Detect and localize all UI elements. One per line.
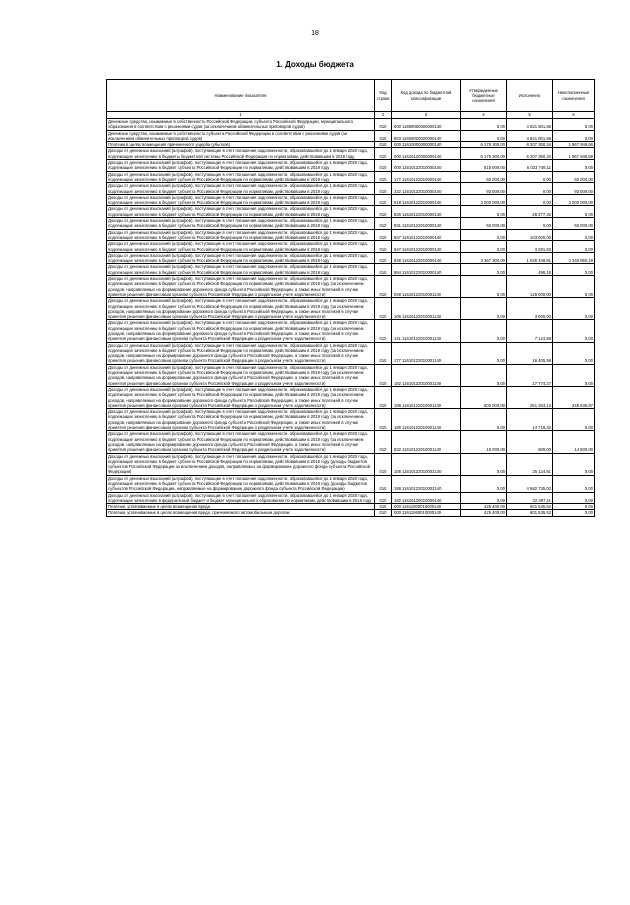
row-line-code: 010: [375, 194, 392, 206]
row-line-code: 010: [375, 386, 392, 408]
row-executed: 17 774,27: [507, 364, 553, 386]
table-header-row: [107, 80, 595, 112]
row-executed: 0,00: [507, 171, 553, 183]
row-budget-code: 188 11610122010002140: [392, 475, 461, 492]
row-approved: 6 175 300,00: [461, 148, 507, 160]
revenue-table: [106, 79, 595, 517]
row-executed: 6 207 350,34: [507, 142, 553, 148]
row-remaining: 0,00: [553, 409, 595, 431]
row-line-code: 010: [375, 504, 392, 510]
header-code-budget: Код дохода по бюджетной классификации: [392, 80, 461, 112]
row-budget-code: 832 11610122010001140: [392, 431, 461, 453]
table-row: [107, 431, 595, 453]
row-budget-code: 864 11610122010000140: [392, 264, 461, 276]
row-remaining: 348 636,87: [553, 386, 595, 408]
table-row: [107, 183, 595, 195]
row-line-code: 010: [375, 409, 392, 431]
row-name: Доходы от денежных взысканий (штрафов), поступающие в счет погашения задолженности, образовавшейся до 1 января 2020 года, подлежащие зачислению в бюджеты бюджетной системы Российской Федерации по нормативам, действовавшим в 2019 году: [107, 148, 375, 160]
row-approved: 15 000,00: [461, 431, 507, 453]
row-name: Доходы от денежных взысканий (штрафов), поступающие в счет погашения задолженности, образовавшейся до 1 января 2020 года, подлежащие зачислению в федеральный бюджет и бюджет муниципального образования по нормативам, действовавшим в 2019 году: [107, 492, 375, 504]
column-number: 5: [507, 112, 553, 119]
row-approved: 0,00: [461, 241, 507, 253]
table-row: [107, 229, 595, 241]
row-name: Платежи, уплачиваемые в целях возмещения вреда, причиняемого автомобильным дорогам: [107, 510, 375, 516]
row-budget-code: 182 11610129010000140: [392, 492, 461, 504]
row-budget-code: 826 11610122010000140: [392, 206, 461, 218]
row-name: Доходы от денежных взысканий (штрафов), поступающие в счет погашения задолженности, образовавшейся до 1 января 2020 года, подлежащие зачислению в бюджет субъекта Российской Федерации по нормативам, действовавшим в 2019 году: [107, 194, 375, 206]
row-name: Доходы от денежных взысканий (штрафов), поступающие в счет погашения задолженности, образовавшейся до 1 января 2020 года, подлежащие зачислению в бюджет субъекта Российской Федерации по нормативам, действовавшим в 2019 году (за исключением доходов, направляемых на формирование дорожного фонда субъекта Российской Федерации, а также иных платежей в случае принятия решения финансовым органом субъекта Российской Федерации о раздельном учете задолженности): [107, 298, 375, 320]
row-line-code: 010: [375, 453, 392, 475]
row-budget-code: 177 11610122010001140: [392, 342, 461, 364]
table-row: [107, 409, 595, 431]
row-remaining: 0,00: [553, 504, 595, 510]
table-row: [107, 148, 595, 160]
row-approved: 0,00: [461, 492, 507, 504]
header-remaining: Неисполненные назначения: [553, 80, 595, 112]
row-approved: 0,00: [461, 298, 507, 320]
row-executed: 0,00: [507, 218, 553, 230]
row-approved: 615 000,00: [461, 160, 507, 172]
row-remaining: 0,00: [553, 342, 595, 364]
row-name: Доходы от денежных взысканий (штрафов), поступающие в счет погашения задолженности, образовавшейся до 1 января 2020 года, подлежащие зачислению в бюджет субъекта Российской Федерации по нормативам, действовавшим в 2019 году (за исключением доходов, направляемых на формирование дорожного фонда субъекта Российской Федерации, а также иных платежей в случае принятия решения финансовым органом субъекта Российской Федерации о раздельном учете задолженности): [107, 342, 375, 364]
table-row: [107, 119, 595, 131]
row-line-code: 010: [375, 252, 392, 264]
row-budget-code: 177 11610122010000140: [392, 171, 461, 183]
row-line-code: 010: [375, 510, 392, 516]
row-name: Доходы от денежных взысканий (штрафов), поступающие в счет погашения задолженности, образовавшейся до 1 января 2020 года, подлежащие зачислению в бюджет субъекта Российской Федерации по нормативам, действовавшим в 2019 году (за исключением доходов, направляемых на формирование дорожного фонда субъекта Российской Федерации, а также иных платежей в случае принятия решения финансовым органом субъекта Российской Федерации о раздельном учете задолженности): [107, 431, 375, 453]
row-line-code: 010: [375, 241, 392, 253]
table-row: [107, 386, 595, 408]
row-approved: 425 400,00: [461, 504, 507, 510]
row-budget-code: 000 11611000010000140: [392, 504, 461, 510]
row-executed: 0,00: [507, 183, 553, 195]
row-line-code: 010: [375, 492, 392, 504]
table-row: [107, 160, 595, 172]
table-row: [107, 252, 595, 264]
header-code-line: Код строки: [375, 80, 392, 112]
row-approved: 0,00: [461, 364, 507, 386]
table-row: [107, 264, 595, 276]
row-line-code: 010: [375, 183, 392, 195]
table-row: [107, 171, 595, 183]
row-budget-code: 000 11610120000000140: [392, 148, 461, 160]
row-name: Доходы от денежных взысканий (штрафов), поступающие в счет погашения задолженности, образовавшейся до 1 января 2020 года, подлежащие зачислению в бюджет субъекта Российской Федерации по нормативам, действовавшим в 2019 году: [107, 264, 375, 276]
table-row: [107, 241, 595, 253]
row-name: Денежные средства, изымаемые в собственность Российской Федерации, субъекта Российской Федерации, муниципального образования в соответствии с решениями судов (за исключением обвинительных приговоров судов): [107, 119, 375, 131]
row-approved: 0,00: [461, 264, 507, 276]
header-executed: Исполнено: [507, 80, 553, 112]
header-name: Наименование показателя: [107, 80, 375, 112]
row-executed: 601 535,52: [507, 504, 553, 510]
row-remaining: 1 967 949,66: [553, 148, 595, 160]
row-approved: 0,00: [461, 320, 507, 342]
row-remaining: 3 340 850,19: [553, 252, 595, 264]
row-line-code: 010: [375, 475, 392, 492]
row-approved: 4 367 300,00: [461, 252, 507, 264]
row-budget-code: 848 11610122010000140: [392, 252, 461, 264]
row-budget-code: 188 11610122010001140: [392, 386, 461, 408]
row-approved: 0,00: [461, 206, 507, 218]
row-remaining: 50 000,00: [553, 171, 595, 183]
row-budget-code: 182 11610122010001140: [392, 364, 461, 386]
row-executed: 601 535,52: [507, 510, 553, 516]
row-name: Доходы от денежных взысканий (штрафов), поступающие в счет погашения задолженности, образовавшейся до 1 января 2020 года, подлежащие зачислению в бюджет субъекта Российской Федерации по нормативам, действовавшим в 2019 году: [107, 229, 375, 241]
section-title: 1. Доходы бюджета: [276, 60, 354, 69]
row-approved: 0,00: [461, 409, 507, 431]
row-executed: 22 097,11: [507, 492, 553, 504]
row-budget-code: 106 11610122010002140: [392, 453, 461, 475]
row-name: Платежи в целях возмещения причиненного ущерба (убытков): [107, 142, 375, 148]
row-remaining: 0,00: [553, 453, 595, 475]
table-row: [107, 364, 595, 386]
row-remaining: 0,00: [553, 264, 595, 276]
row-executed: 103 000,00: [507, 229, 553, 241]
row-remaining: 50 000,00: [553, 218, 595, 230]
row-name: Доходы от денежных взысканий (штрафов), поступающие в счет погашения задолженности, образовавшейся до 1 января 2020 года, подлежащие зачислению в бюджет субъекта Российской Федерации по нормативам, действовавшим в 2019 году: [107, 206, 375, 218]
row-budget-code: 048 11610122010001140: [392, 276, 461, 298]
row-remaining: 0,00: [553, 206, 595, 218]
row-remaining: 14 500,00: [553, 431, 595, 453]
row-executed: 498,16: [507, 264, 553, 276]
row-remaining: 0,00: [553, 119, 595, 131]
row-executed: 14 718,32: [507, 409, 553, 431]
row-remaining: 0,00: [553, 241, 595, 253]
row-budget-code: 000 11611060010000140: [392, 510, 461, 516]
row-line-code: 010: [375, 171, 392, 183]
column-number: 2: [375, 112, 392, 119]
row-remaining: 0,00: [553, 492, 595, 504]
row-executed: 3 281,83: [507, 241, 553, 253]
row-budget-code: 000 11610122010000140: [392, 160, 461, 172]
row-name: Доходы от денежных взысканий (штрафов), поступающие в счет погашения задолженности, образовавшейся до 1 января 2020 года, подлежащие зачислению в бюджет субъекта Российской Федерации по нормативам, действовавшим в 2019 году (за исключением доходов, направляемых на формирование дорожного фонда субъекта Российской Федерации, а также иных платежей в случае принятия решения финансовым органом субъекта Российской Федерации о раздельном учете задолженности): [107, 276, 375, 298]
row-executed: 125 000,00: [507, 276, 553, 298]
row-approved: 0,00: [461, 276, 507, 298]
row-line-code: 010: [375, 119, 392, 131]
table-row: [107, 475, 595, 492]
row-line-code: 010: [375, 229, 392, 241]
row-budget-code: 847 11610122010000140: [392, 241, 461, 253]
row-name: Доходы от денежных взысканий (штрафов), поступающие в счет погашения задолженности, образовавшейся до 1 января 2020 года, подлежащие зачислению в бюджет субъекта Российской Федерации по нормативам, действовавшим в 2019 году: [107, 218, 375, 230]
table-row: [107, 218, 595, 230]
row-approved: 50 000,00: [461, 171, 507, 183]
table-row: [107, 130, 595, 142]
row-executed: 0,00: [507, 194, 553, 206]
row-executed: 3 000,00: [507, 298, 553, 320]
row-executed: 4 621 601,66: [507, 130, 553, 142]
row-approved: 93 000,00: [461, 183, 507, 195]
row-name: Доходы от денежных взысканий (штрафов), поступающие в счет погашения задолженности, образовавшейся до 1 января 2020 года, подлежащие зачислению в бюджет субъекта Российской Федерации по нормативам, действовавшим в 2019 году: [107, 160, 375, 172]
table-row: [107, 298, 595, 320]
row-name: Доходы от денежных взысканий (штрафов), поступающие в счет погашения задолженности, образовавшейся до 1 января 2020 года, подлежащие зачислению в бюджет субъекта Российской Федерации по нормативам, действовавшим в 2019 году (за исключением доходов, направляемых на формирование дорожного фонда субъекта Российской Федерации, а также иных платежей в случае принятия решения финансовым органом субъекта Российской Федерации о раздельном учете задолженности): [107, 386, 375, 408]
row-executed: 1 026 449,81: [507, 252, 553, 264]
column-number: 6: [553, 112, 595, 119]
row-line-code: 010: [375, 264, 392, 276]
row-budget-code: 803 11609020020000140: [392, 130, 461, 142]
row-budget-code: 189 11610122010001140: [392, 409, 461, 431]
row-line-code: 010: [375, 206, 392, 218]
row-line-code: 010: [375, 431, 392, 453]
table-row: [107, 276, 595, 298]
row-remaining: 0,00: [553, 130, 595, 142]
row-approved: 0,00: [461, 342, 507, 364]
row-executed: 16 405,98: [507, 342, 553, 364]
column-number: 4: [461, 112, 507, 119]
row-executed: 4 582 735,02: [507, 475, 553, 492]
row-budget-code: 106 11610122010001140: [392, 298, 461, 320]
column-number: 1: [107, 112, 375, 119]
row-name: Доходы от денежных взысканий (штрафов), поступающие в счет погашения задолженности, образовавшейся до 1 января 2020 года, подлежащие зачислению в бюджет субъекта Российской Федерации по нормативам, действовавшим в 2019 году (за исключением доходов, направляемых на формирование дорожного фонда субъекта Российской Федерации, а также иных платежей в случае принятия решения финансовым органом субъекта Российской Федерации о раздельном учете задолженности): [107, 320, 375, 342]
row-name: Доходы от денежных взысканий (штрафов), поступающие в счет погашения задолженности, образовавшейся до 1 января 2020 года, подлежащие зачислению в бюджет субъекта Российской Федерации по нормативам, действовавшим в 2019 году (за исключением доходов, направляемых на формирование дорожного фонда субъекта Российской Федерации, а также иных платежей в случае принятия решения финансовым органом субъекта Российской Федерации о раздельном учете задолженности): [107, 409, 375, 431]
row-budget-code: 831 11610122010000140: [392, 218, 461, 230]
row-line-code: 010: [375, 148, 392, 160]
row-executed: 25 124,81: [507, 453, 553, 475]
row-name: Доходы от денежных взысканий (штрафов), поступающие в счет погашения задолженности, образовавшейся до 1 января 2020 года, подлежащие зачислению в бюджет субъекта Российской Федерации по нормативам, действовавшим в 2019 году: [107, 252, 375, 264]
row-remaining: 0,00: [553, 475, 595, 492]
table-row: [107, 453, 595, 475]
table-row: [107, 320, 595, 342]
row-executed: 251 363,13: [507, 386, 553, 408]
row-approved: 3 000 000,00: [461, 194, 507, 206]
column-number-row: [107, 112, 595, 119]
row-remaining: 0,00: [553, 229, 595, 241]
table-row: [107, 342, 595, 364]
row-executed: 500,00: [507, 431, 553, 453]
row-remaining: 3 000 000,00: [553, 194, 595, 206]
row-budget-code: 818 11610122010000140: [392, 194, 461, 206]
row-approved: 0,00: [461, 229, 507, 241]
table-row: [107, 206, 595, 218]
row-approved: 0,00: [461, 453, 507, 475]
row-executed: 5 023 746,11: [507, 160, 553, 172]
row-name: Доходы от денежных взысканий (штрафов), поступающие в счет погашения задолженности, образовавшейся до 1 января 2020 года, подлежащие зачислению в бюджет субъекта Российской Федерации по нормативам, действовавшим в 2019 году: [107, 183, 375, 195]
row-remaining: 0,00: [553, 276, 595, 298]
row-name: Доходы от денежных взысканий (штрафов), поступающие в счет погашения задолженности, образовавшейся до 1 января 2020 года, подлежащие зачислению в бюджет субъекта Российской Федерации по нормативам, действовавшим в 2019 году (доходы бюджетов субъектов Российской Федерации за исключением доходов, направляемых на формирование дорожного фонда субъекта Российской Федерации): [107, 453, 375, 475]
row-remaining: 0,00: [553, 364, 595, 386]
row-line-code: 010: [375, 276, 392, 298]
row-line-code: 010: [375, 364, 392, 386]
header-approved: Утвержденные бюджетные назначения: [461, 80, 507, 112]
row-name: Доходы от денежных взысканий (штрафов), поступающие в счет погашения задолженности, образовавшейся до 1 января 2020 года, подлежащие зачислению в бюджет субъекта Российской Федерации по нормативам, действовавшим в 2019 году: [107, 241, 375, 253]
row-name: Доходы от денежных взысканий (штрафов), поступающие в счет погашения задолженности, образовавшейся до 1 января 2020 года, подлежащие зачислению в бюджет субъекта Российской Федерации по нормативам, действовавшим в 2019 году (доходы бюджетов субъектов Российской Федерации, направляемые на формирование дорожного фонда субъекта Российской Федерации): [107, 475, 375, 492]
table-row: [107, 492, 595, 504]
row-name: Платежи, уплачиваемые в целях возмещения вреда: [107, 504, 375, 510]
row-budget-code: 141 11610122010001140: [392, 320, 461, 342]
row-line-code: 010: [375, 298, 392, 320]
row-name: Денежные средства, изымаемые в собственность субъекта Российской Федерации в соответствии с решениями судов (за исключением обвинительных приговоров судов): [107, 130, 375, 142]
row-name: Доходы от денежных взысканий (штрафов), поступающие в счет погашения задолженности, образовавшейся до 1 января 2020 года, подлежащие зачислению в бюджет субъекта Российской Федерации по нормативам, действовавшим в 2019 году (за исключением доходов, направляемых на формирование дорожного фонда субъекта Российской Федерации, а также иных платежей в случае принятия решения финансовым органом субъекта Российской Федерации о раздельном учете задолженности): [107, 364, 375, 386]
row-remaining: 0,00: [553, 160, 595, 172]
row-remaining: 0,00: [553, 320, 595, 342]
table-row: [107, 510, 595, 516]
row-line-code: 010: [375, 320, 392, 342]
row-approved: 50 000,00: [461, 218, 507, 230]
row-executed: 4 621 601,66: [507, 119, 553, 131]
row-approved: 0,00: [461, 130, 507, 142]
table-body: [107, 119, 595, 517]
row-approved: 425 400,00: [461, 510, 507, 516]
column-number: 3: [392, 112, 461, 119]
row-approved: 600 000,00: [461, 386, 507, 408]
row-approved: 6 175 300,00: [461, 142, 507, 148]
row-name: Доходы от денежных взысканий (штрафов), поступающие в счет погашения задолженности, образовавшейся до 1 января 2020 года, подлежащие зачислению в бюджет субъекта Российской Федерации по нормативам, действовавшим в 2019 году: [107, 171, 375, 183]
row-line-code: 010: [375, 160, 392, 172]
row-executed: 6 207 350,34: [507, 148, 553, 160]
table-row: [107, 194, 595, 206]
row-line-code: 010: [375, 142, 392, 148]
row-budget-code: 000 11610000000000140: [392, 142, 461, 148]
row-remaining: 93 000,00: [553, 183, 595, 195]
page-number: 18: [311, 30, 319, 37]
row-line-code: 010: [375, 130, 392, 142]
row-line-code: 010: [375, 342, 392, 364]
row-approved: 0,00: [461, 119, 507, 131]
row-budget-code: 000 11609000000000140: [392, 119, 461, 131]
row-remaining: 0,00: [553, 510, 595, 516]
row-line-code: 010: [375, 218, 392, 230]
row-budget-code: 837 11610122010000140: [392, 229, 461, 241]
row-executed: 7 124,58: [507, 320, 553, 342]
row-budget-code: 322 11610122010000140: [392, 183, 461, 195]
row-executed: 28 277,32: [507, 206, 553, 218]
row-remaining: 1 967 949,66: [553, 142, 595, 148]
row-approved: 0,00: [461, 475, 507, 492]
row-remaining: 0,00: [553, 298, 595, 320]
